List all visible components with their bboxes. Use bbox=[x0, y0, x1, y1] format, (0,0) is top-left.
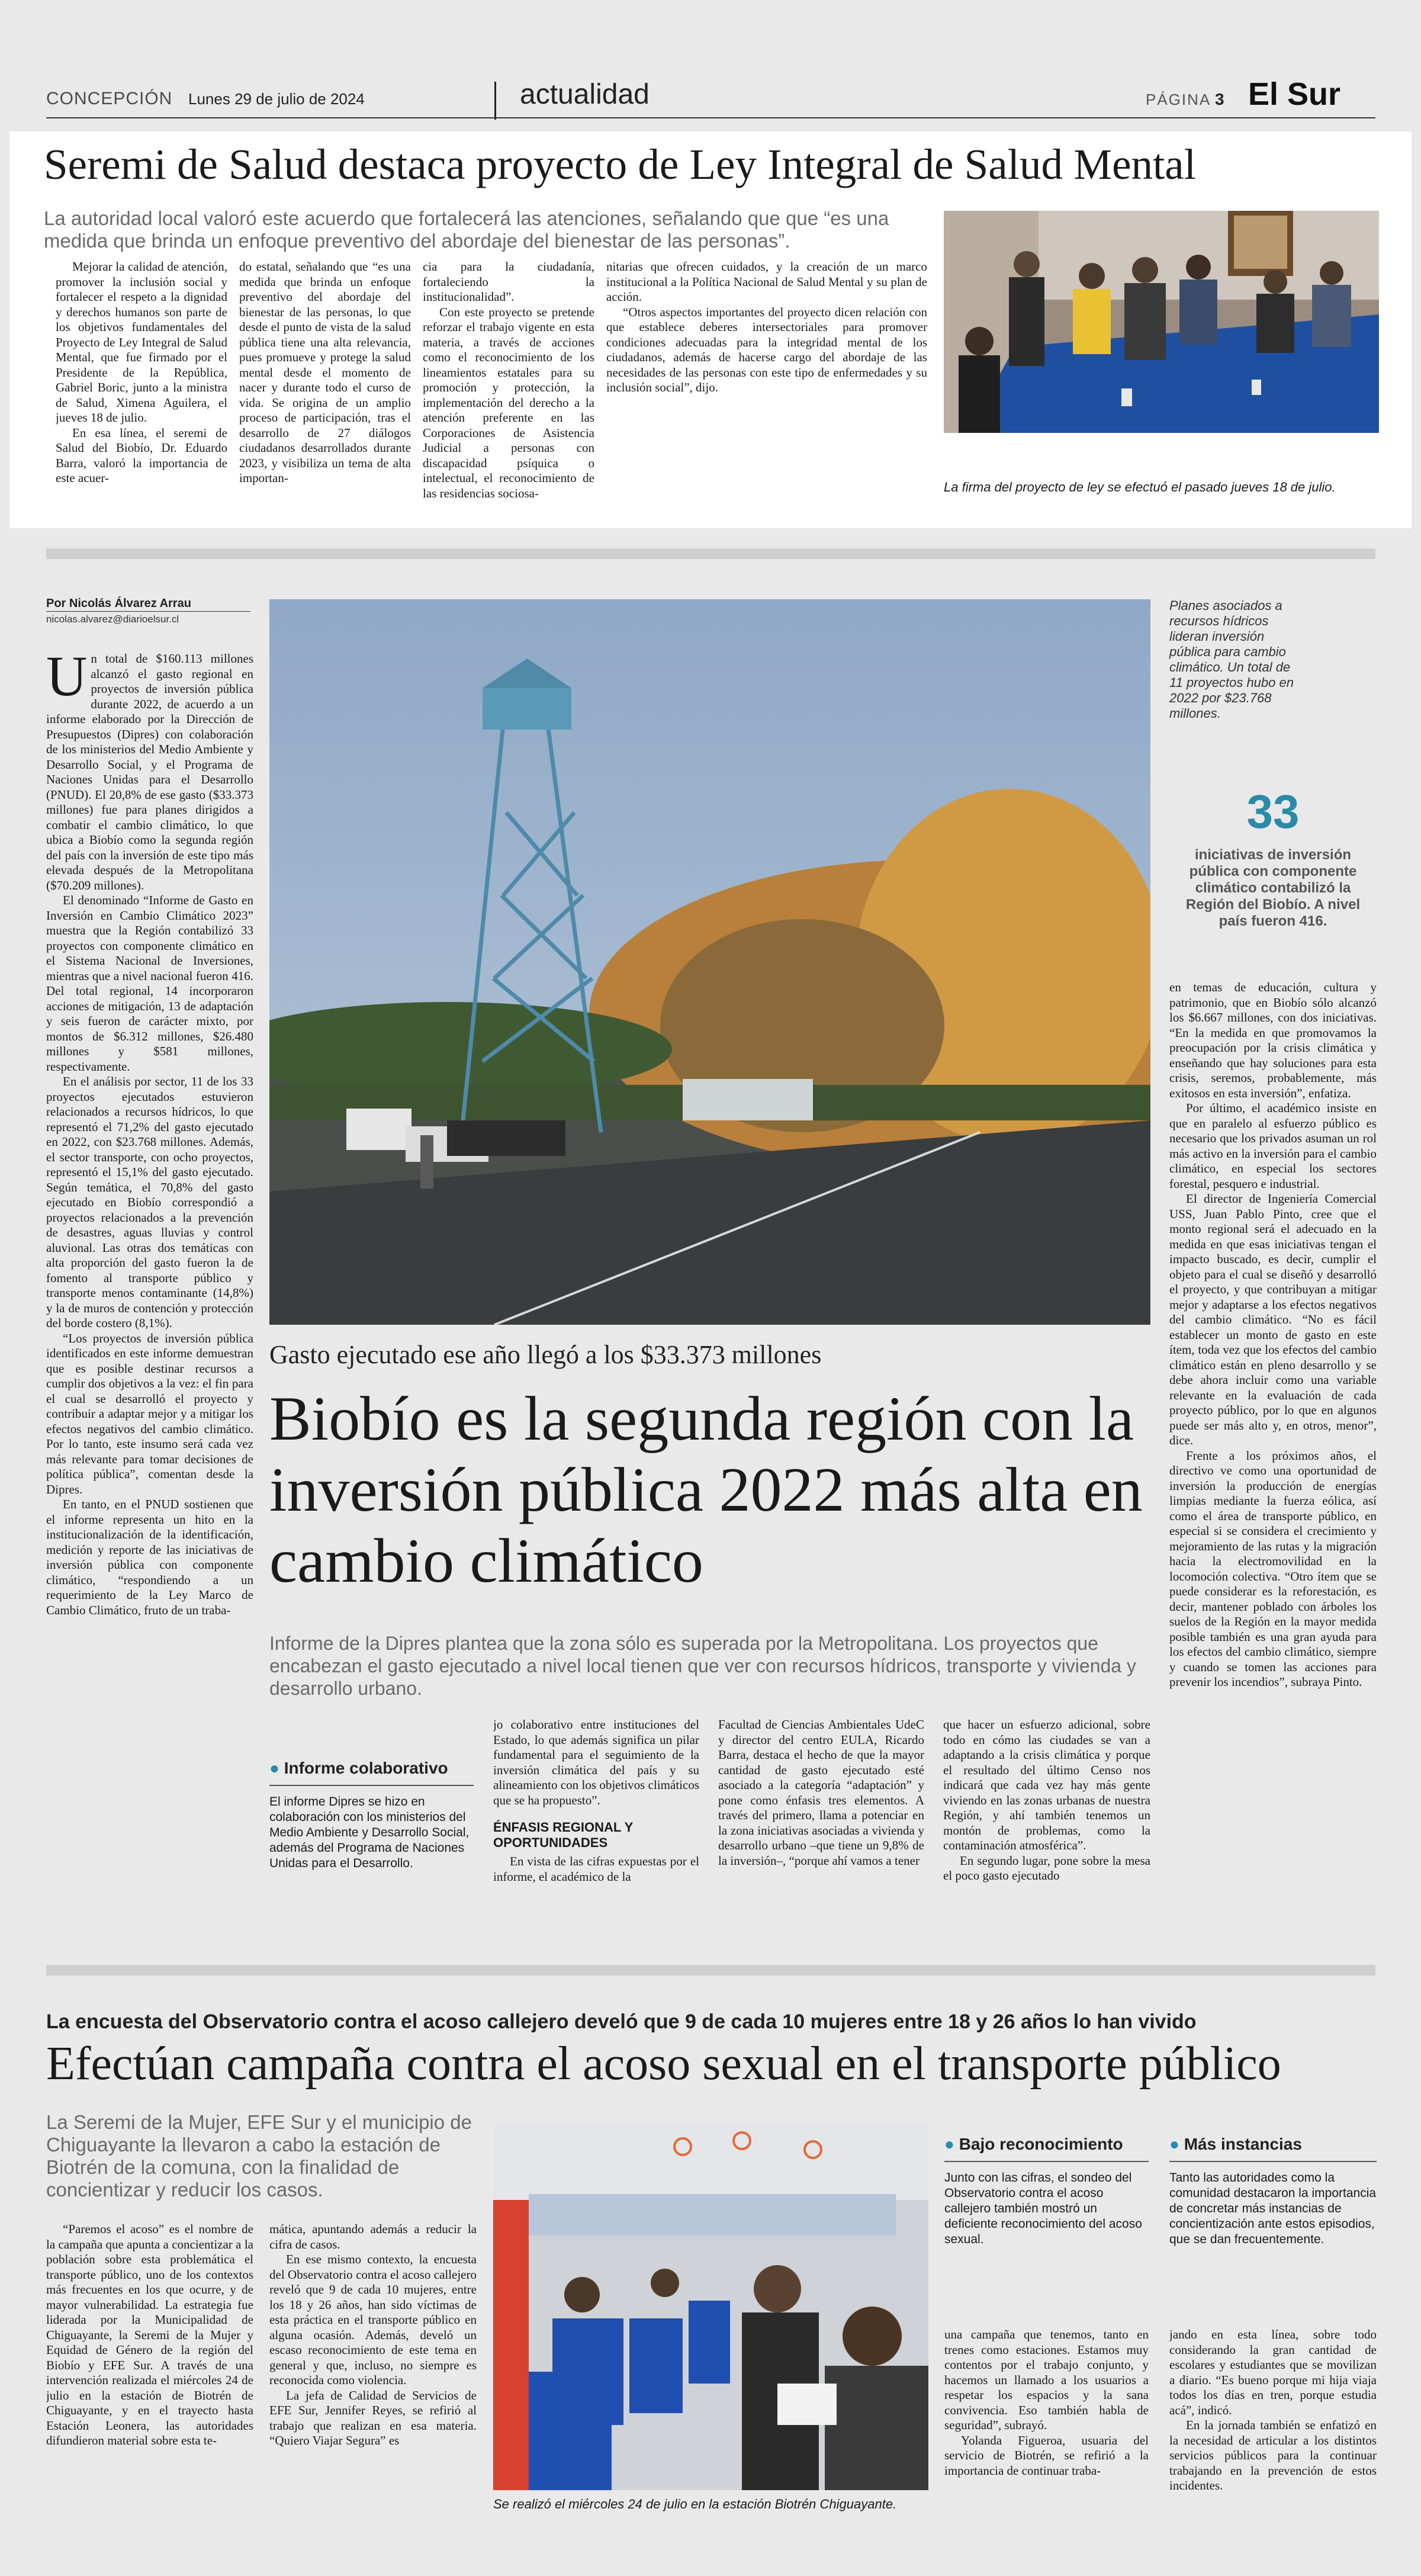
section-separator bbox=[46, 548, 1375, 559]
story3-col2: mática, apuntando además a reducir la cifra de casos. En ese mismo contexto, la encuesta del Observatorio contra el acoso callejero reveló que 9 de cada 10 mujeres, entre los 18 y 26 años, han sido víctimas de esta práctica en el transporte público en alguna ocasión. Además, develó un escaso reconocimiento de este tema en general y que, incluso, no siempre es reconocida como violencia. La jefa de Calidad de Servicios de EFE Sur, Jennifer Reyes, se refirió al trabajo que realizan en esa materia. “Quiero Viajar Segura” es bbox=[269, 2222, 477, 2447]
story3-caption: Se realizó el miércoles 24 de julio en la estación Biotrén Chiguayante. bbox=[493, 2497, 897, 2511]
header-page-label: PÁGINA bbox=[1146, 91, 1211, 108]
box-mas-title: Más instancias bbox=[1184, 2135, 1302, 2153]
story2-stat-text: iniciativas de inversión pública con componente climático contabilizó la Región del Biobío. A nivel país fueron 416. bbox=[1185, 847, 1361, 929]
header-rule bbox=[46, 117, 1375, 118]
story1-col1: Mejorar la calidad de atención, promover la inclusión social y fortalecer el respeto a la dignidad y derechos humanos son parte de los objetivos fundamentales del Proyecto de Ley Integral de Salud Mental, que fue firmado por el Presidente de la República, Gabriel Boric, junto a la ministra de Salud, Ximena Aguilera, el jueves 18 de julio. En esa línea, el seremi de Salud del Biobío, Dr. Eduardo Barra, valoró la importancia de este acuer- bbox=[56, 259, 227, 485]
story2-col4: Facultad de Ciencias Ambientales UdeC y director del centro EULA, Ricardo Barra, destaca el hecho de que la mayor cantidad de gasto ejecutado esté asociado a la categoría “adaptación” y pone como énfasis tres elementos. A través del primero, llama a potenciar en la zona iniciativas asociadas a vivienda y desarrollo urbano –que tiene un 9,8% de la inversión–, “porque ahí vamos a tener bbox=[718, 1717, 924, 1868]
story3-dek: La Seremi de la Mujer, EFE Sur y el municipio de Chiguayante la llevaron a cabo la estación de Biotrén de la comuna, con la finalidad de concientizar y reducir los casos. bbox=[46, 2111, 472, 2201]
story1-col3: cia para la ciudadanía, fortaleciendo la institucionalidad”. Con este proyecto se pretende reforzar el trabajo vigente en esta materia, a través de acciones como el reconocimiento de los lineamientos estatales para su promoción y protección, la implementación del derecho a la atención preferente en las Corporaciones de Asistencia Judicial a personas con discapacidad psíquica o intelectual, el reconocimiento de las residencias sociosa- bbox=[423, 259, 594, 500]
box-bajo-title: Bajo reconocimiento bbox=[959, 2135, 1123, 2153]
story1-col4: nitarias que ofrecen cuidados, y la creación de un marco institucional a la Política Nacional de Salud Mental y su plan de acción. “Otros aspectos importantes del proyecto dicen relación con que establece deberes intersectoriales para promover condiciones adecuadas para la integridad mental de los ciudadanos, además de hacerse cargo del abordaje de las necesidades de las personas con este tipo de enfermedades y su inclusión social”, dijo. bbox=[606, 259, 927, 394]
story2-stat-number: 33 bbox=[1246, 785, 1300, 838]
bullet-icon: ● bbox=[944, 2135, 954, 2153]
story3-col1: “Paremos el acoso” es el nombre de la campaña que apunta a concientizar a la población sobre esta problemática el transporte público, uno de los contextos más frecuentes en los que ocurre, y de mayor vulnerabilidad. La estrategia fue liderada por la Municipalidad de Chiguayante, la Seremi de la Mujer y Equidad de Género de la región del Biobío y EFE Sur. A través de una intervención realizada el miércoles 24 de julio en la estación de Biotrén de Chiguayante, y en el trayecto hasta Estación Leonera, las autoridades difundieron material sobre esta te- bbox=[46, 2222, 253, 2447]
header-date: Lunes 29 de julio de 2024 bbox=[188, 90, 365, 108]
story-salud-mental bbox=[9, 131, 1412, 528]
story2-dropcap: U bbox=[46, 651, 88, 708]
story2-photo bbox=[269, 599, 1150, 1325]
box-mas-text: Tanto las autoridades como la comunidad destacaron la importancia de concretar más instancias de concientización ante estos episodios, que se dan frecuentemente. bbox=[1169, 2171, 1377, 2246]
header-brand: El Sur bbox=[1248, 76, 1341, 112]
info-box-title: ● Informe colaborativo bbox=[269, 1759, 448, 1777]
header-page-number: 3 bbox=[1215, 90, 1224, 108]
story1-caption: La firma del proyecto de ley se efectuó el pasado jueves 18 de julio. bbox=[944, 480, 1336, 494]
info-box-rule bbox=[269, 1785, 474, 1786]
story1-headline: Seremi de Salud destaca proyecto de Ley Integral de Salud Mental bbox=[44, 140, 1196, 188]
page-header bbox=[0, 0, 1421, 127]
bullet-icon: ● bbox=[1169, 2135, 1179, 2153]
section-separator-2 bbox=[46, 1965, 1375, 1976]
story2-dek: Informe de la Dipres plantea que la zona sólo es superada por la Metropolitana. Los proyectos que encabezan el gasto ejecutado a nivel local tienen que ver con recursos hídricos, transporte y vivienda y desarrollo urbano. bbox=[269, 1633, 1136, 1699]
story2-byline-email: nicolas.alvarez@diarioelsur.cl bbox=[46, 614, 179, 625]
story2-col3: jo colaborativo entre instituciones del Estado, lo que además significa un pilar fundamental para el seguimiento de la inversión climática del país y su alineamiento con los objetivos climáticos que se ha propuesto”. ÉNFASIS REGIONAL Y OPORTUNIDADES En vista de las cifras expuestas por el informe, el académico de la bbox=[493, 1717, 699, 1884]
info-box-text: El informe Dipres se hizo en colaboración con los ministerios del Medio Ambiente y Desarrollo Social, además del Programa de Naciones Unidas para el Desarrollo. bbox=[269, 1795, 470, 1870]
story2-info-box bbox=[269, 1759, 474, 1895]
header-section: actualidad bbox=[520, 79, 650, 110]
story3-col3: una campaña que tenemos, tanto en trenes como estaciones. Estamos muy contentos por el trabajo conjunto, y hacemos un llamado a los usuarios a respetar los espacios y la sana convivencia. Eso también habla de seguridad”, subrayó. Yolanda Figueroa, usuaria del servicio de Biotrén, se refirió a la importancia de continuar traba- bbox=[944, 2327, 1149, 2478]
header-city: CONCEPCIÓN bbox=[46, 89, 173, 108]
story2-col5: que hacer un esfuerzo adicional, sobre todo en cómo las ciudades se van a adaptando a la crisis climática y porque el resultado del último Censo nos indicará que cada vez hay más gente viviendo en las zonas urbanas de nuestra Región, y ahí también tenemos un montón de problemas, como la contaminación atmosférica”. En segundo lugar, pone sobre la mesa el poco gasto ejecutado bbox=[943, 1717, 1150, 1883]
story1-dek: La autoridad local valoró este acuerdo que fortalecerá las atenciones, señalando que que “es una medida que brinda un enfoque preventivo del abordaje del bienestar de las personas”. bbox=[44, 207, 889, 252]
story1-photo bbox=[944, 211, 1379, 433]
story3-col4: jando en esta línea, sobre todo considerando la gran cantidad de escolares y estudiantes que se movilizan a diario. “Es bueno porque mi hija viaja todos los días en tren, porque estudia acá”, indicó. En la jornada también se enfatizó en la necesidad de articular a los distintos servicios públicos para la continuar trabajando en la prevención de estos incidentes. bbox=[1169, 2327, 1377, 2493]
story2-subhead: ÉNFASIS REGIONAL Y OPORTUNIDADES bbox=[493, 1820, 633, 1850]
story2-headline: Biobío es la segunda región con la inversión pública 2022 más alta en cambio climático bbox=[269, 1384, 1143, 1595]
story3-box-mas bbox=[1169, 2135, 1377, 2246]
signing-ceremony-photo bbox=[944, 211, 1379, 433]
water-tower-photo bbox=[269, 599, 1150, 1325]
train-interior-photo bbox=[493, 2123, 928, 2490]
story2-side-note: Planes asociados a recursos hídricos lideran inversión pública para cambio climático. Un total de 11 proyectos hubo en 2022 por $23.768 millones. bbox=[1169, 598, 1294, 721]
story3-photo bbox=[493, 2123, 928, 2490]
byline-rule bbox=[46, 611, 250, 612]
story2-kicker: Gasto ejecutado ese año llegó a los $33.373 millones bbox=[269, 1340, 822, 1369]
story2-byline-name: Por Nicolás Álvarez Arrau bbox=[46, 597, 191, 610]
story3-kicker: La encuesta del Observatorio contra el acoso callejero develó que 9 de cada 10 mujeres entre 18 y 26 años lo han vivido bbox=[46, 2010, 1197, 2033]
story1-col2: do estatal, señalando que “es una medida que brinda un enfoque preventivo del abordaje del bienestar de las personas, lo que desde el punto de vista de la salud pública tiene una alta relevancia, pues promueve y protege la salud mental desde el momento de nacer y durante todo el curso de vida. Se origina de un amplio proceso de participación, tras el desarrollo de 27 diálogos ciudadanos desarrollados durante 2023, y visibiliza un tema de alta importan- bbox=[239, 259, 411, 485]
box-bajo-rule bbox=[944, 2161, 1149, 2162]
story3-headline: Efectúan campaña contra el acoso sexual en el transporte público bbox=[46, 2038, 1281, 2090]
box-mas-rule bbox=[1169, 2161, 1377, 2162]
story3-box-bajo bbox=[944, 2135, 1149, 2246]
box-bajo-text: Junto con las cifras, el sondeo del Observatorio contra el acoso callejero también mostró un deficiente reconocimiento del acoso sexual. bbox=[944, 2171, 1142, 2246]
story2-col6: en temas de educación, cultura y patrimonio, que en Biobío sólo alcanzó los $6.667 millones, con dos iniciativas. “En la medida en que promovamos la preocupación por la crisis climática y enseñando que hay soluciones para esta crisis, seremos, probablemente, más exitosos en esta inversión”, enfatiza. Por último, el académico insiste en que en paralelo al esfuerzo público es necesario que los privados asuman un rol más activo en la inversión para el cambio climático, en especial los sectores forestal, pesquero e industrial. El director de Ingeniería Comercial USS, Juan Pablo Pinto, cree que el monto regional será el adecuado en la medida en que esas iniciativas tengan el impacto buscado, es decir, cumplir el objeto para el cual se diseñó y desarrolló el proyecto, y que contribuyan a mitigar mejor y adaptarse a los efectos negativos del cambio climático. “No es fácil establecer un monto de gasto en este ítem, toda vez que los efectos del cambio climático están en pleno desarrollo y se debe ahora incluir como una variable relevante en la evaluación de cada proyecto público, por lo que en algunos puede ser más alto y, en otros, menor”, dice. Frente a los próximos años, el directivo ve como una oportunidad de inversión la producción de energías limpias mediante la fuerza eólica, así como el área de transporte público, en especial si se considera el crecimiento y mejoramiento de las rutas y la migración hacia la electromovilidad en la locomoción colectiva. “Otro ítem que se puede considerar es la reforestación, es decir, mantener poblado con árboles los suelos de la Región en la mayor medida posible también es una gran ayuda para los efectos del cambio climático, siempre y cuando se tomen las acciones para prevenir los incendios”, subraya Pinto. bbox=[1169, 980, 1377, 1689]
story2-col1: Un total de $160.113 millones alcanzó el gasto regional en proyectos de inversión pública durante 2022, de acuerdo a un informe elaborado por la Dirección de Presupuestos (Dipres) con colaboración de los ministerios del Medio Ambiente y Desarrollo Social, y el Programa de Naciones Unidas para el Desarrollo (PNUD). El 20,8% de ese gasto ($33.373 millones) fue para planes dirigidos a combatir el cambio climático, lo que ubica a Biobío como la segunda región del país con la inversión de este tipo más elevada después de la Metropolitana ($70.209 millones). El denominado “Informe de Gasto en Inversión en Cambio Climático 2023” muestra que la Región contabilizó 33 proyectos con componente climático en el Sistema Nacional de Inversiones, mientras que a nivel nacional fueron 416. Del total regional, 14 incorporaron acciones de mitigación, 13 de adaptación y seis fueron de carácter mixto, por montos de $6.312 millones, $26.480 millones y $581 millones, respectivamente. En el análisis por sector, 11 de los 33 proyectos ejecutados estuvieron relacionados a recursos hídricos, lo que representó el 71,2% del gasto ejecutado en 2022, con $23.768 millones. Además, el sector transporte, con ocho proyectos, representó el 15,1% del gasto ejecutado. Según temática, el 70,8% del gasto ejecutado en Biobío correspondió a proyectos relacionados a la prevención de desastres, aguas lluvias y control aluvional. Las otras dos temáticas con alta proporción del gasto fueron la de fomento al transporte público y transporte menos contaminante (14,8%) y la de muros de contención y protección del borde costero (8,1%). “Los proyectos de inversión pública identificados en este informe demuestran que es posible destinar recursos a cumplir dos objetivos a la vez: el fin para el cual se desarrolló el proyecto y contribuir a adaptar mejor y a mitigar los efectos negativos del cambio climático. Por lo tanto, este insumo será cada vez más relevante para tomar decisiones de política pública”, comentan desde la Dipres. En tanto, en el PNUD sostienen que el informe representa un hito en la institucionalización de la identificación, medición y reporte de las iniciativas de inversión pública con componente climático, “respondiendo a un requerimiento de la Ley Marco de Cambio Climático, fruto de un traba- bbox=[46, 651, 253, 1617]
header-divider bbox=[494, 82, 496, 120]
bullet-icon: ● bbox=[269, 1759, 279, 1777]
